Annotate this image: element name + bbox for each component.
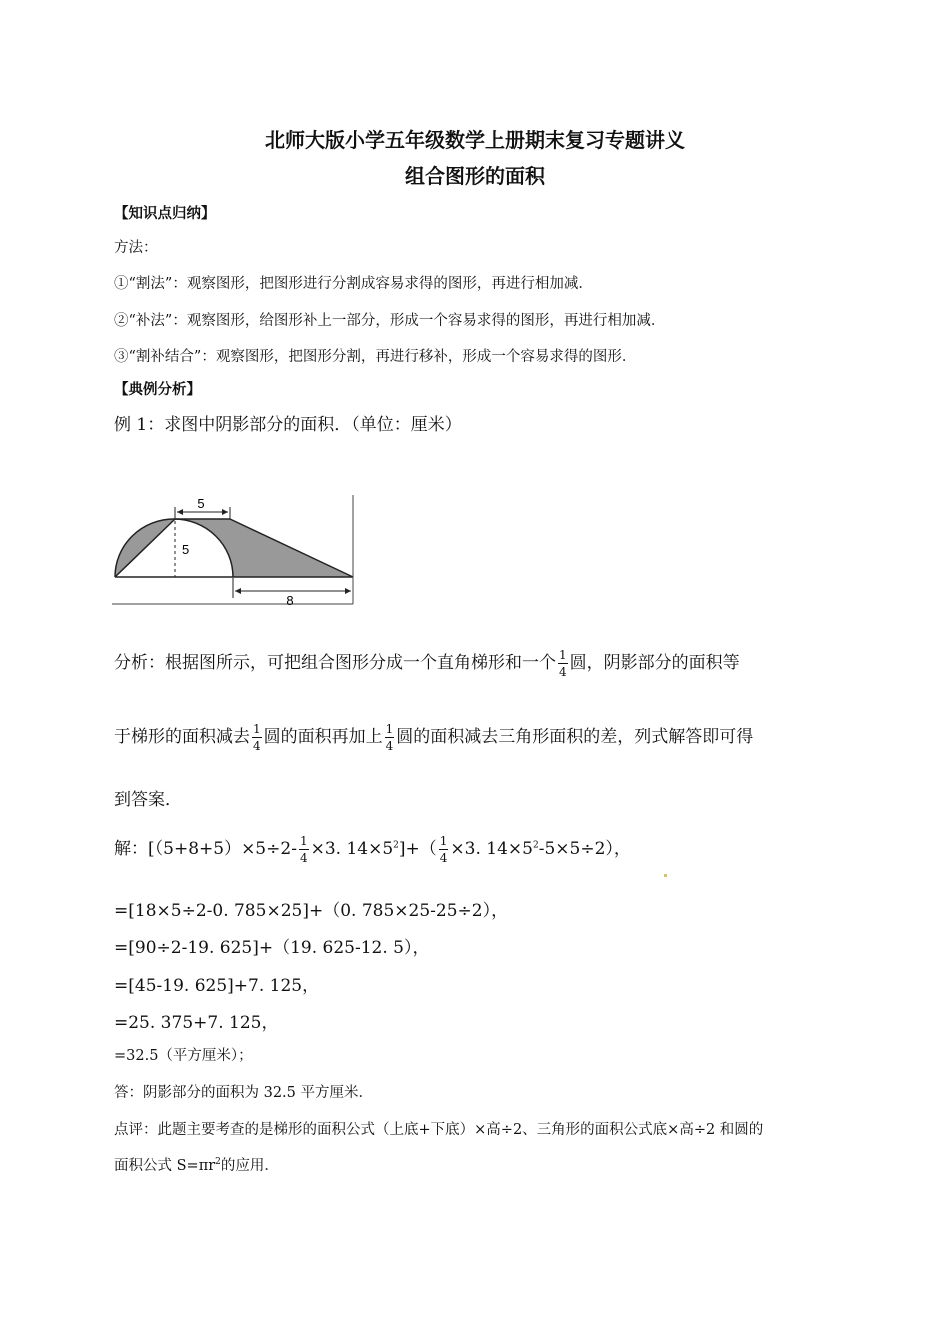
stray-dot (664, 874, 667, 877)
example-1-question: 例 1：求图中阴影部分的面积．（单位：厘米） (114, 415, 462, 435)
page-title: 北师大版小学五年级数学上册期末复习专题讲义 (265, 128, 685, 152)
fraction-quarter: $\frac{1}{4}$ (559, 648, 567, 679)
analysis-line-2 (114, 722, 753, 753)
solution-line-1: 解：[（5+8+5）×5÷2- $\frac{1}{4}$ ×3. $14\times 5^2]+$（ $\frac{1}{4}$ ×3. $14\times 5^2-5\times 5\div 2$）， (114, 834, 631, 865)
solution-line-5: =25. 375+7. 125， (114, 1013, 279, 1033)
fraction-quarter: $\frac{1}{4}$ (439, 834, 448, 865)
method-item-1: ①“割法”：观察图形，把图形进行分割成容易求得的图形，再进行相加减． (114, 276, 593, 292)
bottom-dim-arrow-right (345, 588, 351, 594)
comment-line-1: 点评：此题主要考查的是梯形的面积公式（上底+下底）×高÷2、三角形的面积公式底×高÷2 和圆的 (114, 1122, 764, 1138)
label-height: 5 (182, 542, 190, 557)
knowledge-heading: 【知识点归纳】 (114, 205, 216, 222)
analysis-text-2c: 圆的面积减去三角形面积的差，列式解答即可得 (396, 727, 754, 747)
method-item-2: ②“补法”：观察图形，给图形补上一部分，形成一个容易求得的图形，再进行相加减． (114, 313, 666, 329)
method-item-3: ③“割补结合”：观察图形，把图形分割，再进行移补，形成一个容易求得的图形． (114, 349, 637, 365)
solution-line-6: =32.5（平方厘米）； (114, 1048, 253, 1064)
shaded-region (115, 519, 353, 577)
bottom-dim-arrow-left (235, 588, 241, 594)
analysis-text-2a: 于梯形的面积减去 (114, 727, 250, 747)
label-top-width: 5 (197, 496, 205, 511)
analysis-line-1 (114, 648, 740, 679)
top-dim-arrow-right (222, 509, 228, 515)
answer-line: 答：阴影部分的面积为 32.5 平方厘米． (114, 1085, 374, 1101)
solution-line-2: =[18×5÷2-0. 785×25]+（0. 785×25-25÷2）， (114, 901, 509, 921)
solution-line-3: =[90÷2-19. 625]+（19. 625-12. 5）， (114, 938, 430, 958)
top-dim-arrow-left (177, 509, 183, 515)
page-subtitle: 组合图形的面积 (405, 164, 545, 188)
composite-figure (110, 490, 360, 610)
method-label: 方法： (114, 240, 158, 256)
solution-line-4: =[45-19. 625]+7. 125， (114, 976, 320, 996)
fraction-quarter: $\frac{1}{4}$ (253, 722, 261, 753)
fraction-quarter: $\frac{1}{4}$ (385, 722, 394, 753)
examples-heading: 【典例分析】 (114, 381, 201, 398)
analysis-line-3: 到答案． (114, 790, 182, 810)
analysis-text-1b: 圆，阴影部分的面积等 (569, 653, 740, 673)
label-bottom-width: 8 (286, 593, 294, 608)
analysis-text-2b: 圆的面积再加上 (263, 727, 383, 747)
comment-line-2: 面积公式 $S=\pi r^2$的应用． (114, 1157, 279, 1174)
analysis-text-1a: 分析：根据图所示，可把组合图形分成一个直角梯形和一个 (114, 653, 556, 673)
fraction-quarter: $\frac{1}{4}$ (299, 834, 308, 865)
